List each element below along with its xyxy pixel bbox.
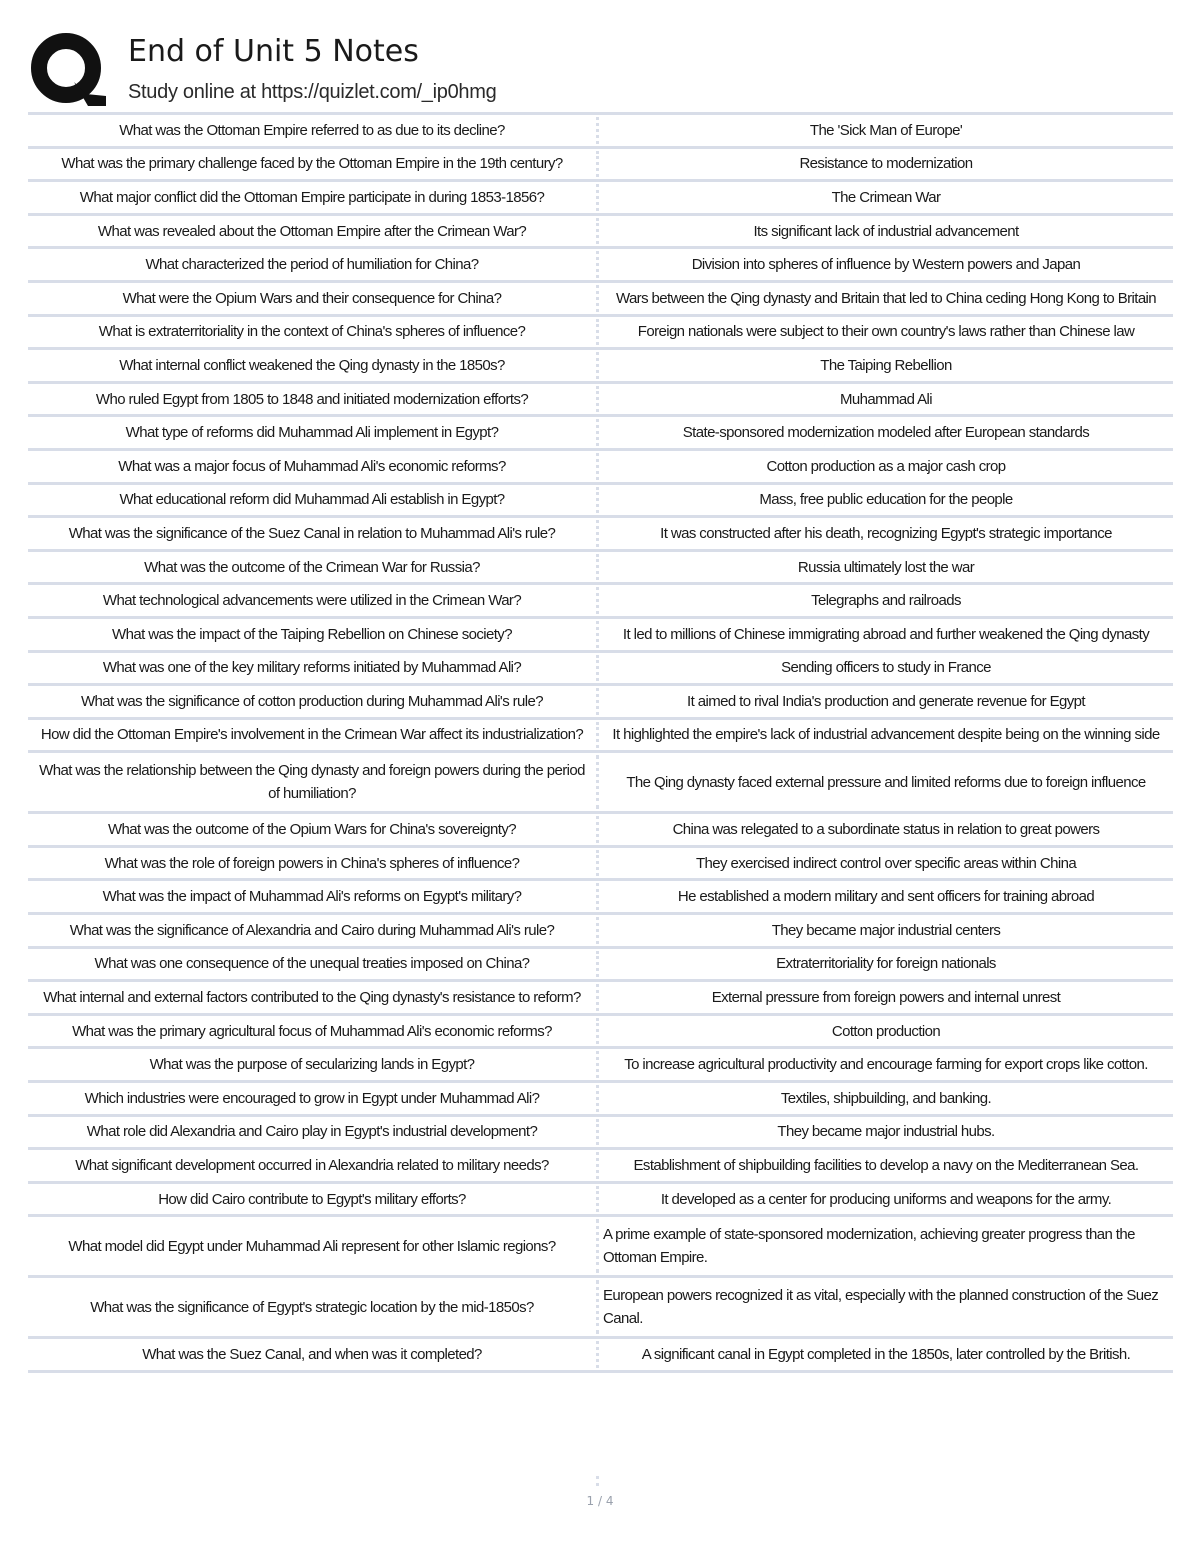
card-term: What was the outcome of the Opium Wars for China's sovereignty?	[107, 821, 517, 839]
card-term: What is extraterritoriality in the context of China's spheres of influence?	[98, 323, 526, 341]
card-definition: A significant canal in Egypt completed in the 1850s, later controlled by the British.	[641, 1346, 1131, 1364]
study-link[interactable]: Study online at https://quizlet.com/_ip0hmg	[128, 81, 497, 103]
card-term: What significant development occurred in Alexandria related to military needs?	[75, 1157, 549, 1175]
card-term: How did Cairo contribute to Egypt's military efforts?	[158, 1190, 466, 1208]
card-definition: It highlighted the empire's lack of industrial advancement despite being on the winning side	[612, 726, 1160, 744]
card-term: Which industries were encouraged to grow in Egypt under Muhammad Ali?	[84, 1089, 540, 1107]
flashcard-row	[28, 283, 1173, 317]
card-term: What was revealed about the Ottoman Empire after the Crimean War?	[97, 222, 527, 240]
card-definition: They became major industrial centers	[771, 921, 1001, 939]
card-term: What was a major focus of Muhammad Ali's economic reforms?	[118, 457, 506, 475]
card-term: What was the relationship between the Qing dynasty and foreign powers during the period of humiliation?	[39, 762, 585, 803]
flashcard-row	[28, 915, 1173, 949]
card-definition: Its significant lack of industrial advancement	[753, 222, 1019, 240]
card-definition: The 'Sick Man of Europe'	[809, 121, 963, 139]
card-definition: Wars between the Qing dynasty and Britain that led to China ceding Hong Kong to Britain	[615, 289, 1157, 307]
card-term: What was the primary challenge faced by the Ottoman Empire in the 19th century?	[61, 155, 563, 173]
card-definition: He established a modern military and sent officers for training abroad	[677, 888, 1095, 906]
flashcard-row	[28, 149, 1173, 183]
flashcard-row	[28, 249, 1173, 283]
flashcard-row	[28, 417, 1173, 451]
card-definition: China was relegated to a subordinate status in relation to great powers	[672, 821, 1100, 839]
flashcard-row	[28, 1184, 1173, 1218]
card-term: What was the impact of Muhammad Ali's reforms on Egypt's military?	[102, 888, 522, 906]
card-definition: Mass, free public education for the people	[759, 491, 1013, 509]
flashcard-row	[28, 1150, 1173, 1184]
card-definition: To increase agricultural productivity and encourage farming for export crops like cotton.	[624, 1056, 1148, 1074]
card-term: What was the role of foreign powers in China's spheres of influence?	[104, 854, 520, 872]
flashcard-table	[28, 112, 1173, 1373]
card-definition: It was constructed after his death, recognizing Egypt's strategic importance	[660, 524, 1112, 542]
card-definition: Telegraphs and railroads	[811, 592, 961, 610]
card-definition: The Taiping Rebellion	[820, 356, 952, 374]
card-definition: It led to millions of Chinese immigrating abroad and further weakened the Qing dynasty	[622, 625, 1150, 643]
card-definition: Sending officers to study in France	[781, 659, 991, 677]
card-definition: Extraterritoriality for foreign nationals	[776, 955, 996, 973]
flashcard-row	[28, 814, 1173, 848]
card-definition: Cotton production as a major cash crop	[766, 457, 1006, 475]
card-term: What was the impact of the Taiping Rebellion on Chinese society?	[112, 625, 512, 643]
card-definition: Foreign nationals were subject to their own country's laws rather than Chinese law	[637, 323, 1135, 341]
card-definition: The Qing dynasty faced external pressure and limited reforms due to foreign influence	[626, 773, 1146, 791]
card-definition: They became major industrial hubs.	[777, 1123, 995, 1141]
flashcard-row	[28, 848, 1173, 882]
card-term: What was the outcome of the Crimean War for Russia?	[144, 558, 480, 576]
card-term: What educational reform did Muhammad Ali establish in Egypt?	[119, 491, 505, 509]
card-definition: Russia ultimately lost the war	[797, 558, 975, 576]
flashcard-row	[28, 1083, 1173, 1117]
flashcard-row	[28, 485, 1173, 519]
flashcard-row	[28, 949, 1173, 983]
flashcard-row	[28, 115, 1173, 149]
card-term: What was the purpose of secularizing lands in Egypt?	[149, 1056, 475, 1074]
card-definition: It developed as a center for producing uniforms and weapons for the army.	[660, 1190, 1112, 1208]
flashcard-row	[28, 552, 1173, 586]
card-definition: External pressure from foreign powers and internal unrest	[711, 989, 1061, 1007]
flashcard-row	[28, 653, 1173, 687]
card-term: What was the significance of the Suez Canal in relation to Muhammad Ali's rule?	[68, 524, 556, 542]
card-term: What major conflict did the Ottoman Empire participate in during 1853-1856?	[79, 188, 545, 206]
card-term: What internal conflict weakened the Qing dynasty in the 1850s?	[119, 356, 505, 374]
card-term: Who ruled Egypt from 1805 to 1848 and initiated modernization efforts?	[95, 390, 529, 408]
page-header	[28, 26, 1178, 110]
card-definition: It aimed to rival India's production and generate revenue for Egypt	[687, 692, 1085, 710]
flashcard-row	[28, 1278, 1173, 1339]
flashcard-row	[28, 619, 1173, 653]
flashcard-row	[28, 518, 1173, 552]
flashcard-row	[28, 1049, 1173, 1083]
flashcard-row	[28, 1117, 1173, 1151]
card-term: What technological advancements were utilized in the Crimean War?	[102, 592, 522, 610]
flashcard-row	[28, 585, 1173, 619]
flashcard-row	[28, 1217, 1173, 1278]
card-term: What type of reforms did Muhammad Ali implement in Egypt?	[125, 424, 499, 442]
card-term: What was the Suez Canal, and when was it completed?	[142, 1346, 482, 1364]
flashcard-row	[28, 317, 1173, 351]
card-definition: The Crimean War	[831, 188, 941, 206]
card-definition: Establishment of shipbuilding facilities to develop a navy on the Mediterranean Sea.	[633, 1157, 1139, 1175]
card-term: What role did Alexandria and Cairo play in Egypt's industrial development?	[86, 1123, 538, 1141]
flashcard-row	[28, 1339, 1173, 1373]
card-term: What characterized the period of humiliation for China?	[145, 256, 479, 274]
card-definition: Resistance to modernization	[799, 155, 973, 173]
column-divider-tail	[596, 1476, 599, 1486]
card-definition: Textiles, shipbuilding, and banking.	[780, 1089, 992, 1107]
card-term: What was the significance of cotton production during Muhammad Ali's rule?	[80, 692, 544, 710]
card-definition: Division into spheres of influence by Western powers and Japan	[691, 256, 1081, 274]
flashcard-row	[28, 753, 1173, 814]
card-term: What internal and external factors contributed to the Qing dynasty's resistance to reform?	[43, 989, 581, 1007]
card-term: What was one consequence of the unequal treaties imposed on China?	[94, 955, 530, 973]
card-term: What was the significance of Egypt's strategic location by the mid-1850s?	[90, 1298, 534, 1316]
card-definition: European powers recognized it as vital, especially with the planned construction of the Suez Canal.	[603, 1287, 1159, 1328]
page-number: 1 / 4	[586, 1494, 614, 1508]
flashcard-row	[28, 451, 1173, 485]
card-term: What was the Ottoman Empire referred to as due to its decline?	[119, 121, 505, 139]
flashcard-row	[28, 1016, 1173, 1050]
flashcard-row	[28, 384, 1173, 418]
card-term: What were the Opium Wars and their consequence for China?	[122, 289, 502, 307]
flashcard-row	[28, 182, 1173, 216]
card-definition: State-sponsored modernization modeled after European standards	[682, 424, 1090, 442]
page-title: End of Unit 5 Notes	[128, 34, 419, 69]
card-definition: Muhammad Ali	[839, 390, 932, 408]
card-definition: Cotton production	[831, 1022, 941, 1040]
flashcard-row	[28, 720, 1173, 754]
card-term: What was the significance of Alexandria and Cairo during Muhammad Ali's rule?	[69, 921, 555, 939]
quizlet-logo-icon	[30, 30, 108, 108]
flashcard-row	[28, 982, 1173, 1016]
flashcard-row	[28, 686, 1173, 720]
card-term: What was one of the key military reforms initiated by Muhammad Ali?	[102, 659, 522, 677]
card-term: How did the Ottoman Empire's involvement in the Crimean War affect its industrialization?	[40, 726, 584, 744]
flashcard-row	[28, 881, 1173, 915]
card-definition: They exercised indirect control over specific areas within China	[695, 854, 1077, 872]
flashcard-row	[28, 216, 1173, 250]
card-definition: A prime example of state-sponsored modernization, achieving greater progress than the Ottoman Empire.	[603, 1226, 1135, 1267]
flashcard-row	[28, 350, 1173, 384]
card-term: What was the primary agricultural focus of Muhammad Ali's economic reforms?	[72, 1022, 552, 1040]
card-term: What model did Egypt under Muhammad Ali represent for other Islamic regions?	[68, 1237, 556, 1255]
